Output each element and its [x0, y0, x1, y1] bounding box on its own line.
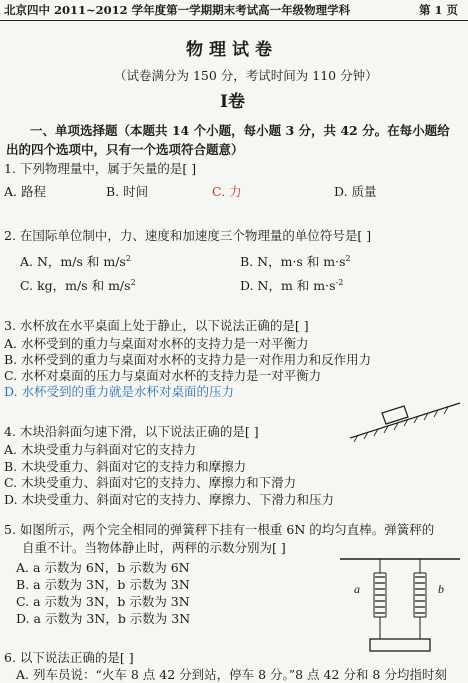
q3-option-a: A. 水杯受到的重力与桌面对水杯的支持力是一对平衡力	[4, 336, 309, 351]
q4-stem: 4. 木块沿斜面匀速下滑，以下说法正确的是[ ]	[4, 424, 259, 439]
page-number: 第 1 页	[418, 3, 458, 17]
exam-title: 物理试卷	[186, 40, 278, 60]
q1-option-c: C. 力	[212, 184, 242, 199]
exam-subtitle: （试卷满分为 150 分，考试时间为 110 分钟）	[114, 68, 378, 83]
page-header	[0, 0, 468, 21]
incline-figure	[350, 398, 465, 443]
header-title: 北京四中 2011~2012 学年度第一学期期末考试高一年级物理学科	[4, 3, 351, 17]
q4-option-b: B. 木块受重力、斜面对它的支持力和摩擦力	[4, 459, 247, 474]
q1-stem: 1. 下列物理量中，属于矢量的是[ ]	[4, 161, 197, 176]
q5-option-c: C. a 示数为 3N，b 示数为 3N	[16, 594, 190, 609]
q6-stem: 6. 以下说法正确的是[ ]	[4, 650, 134, 665]
q1-option-d: D. 质量	[334, 184, 377, 199]
q3-option-b: B. 水杯受到的重力与桌面对水杯的支持力是一对作用力和反作用力	[4, 352, 372, 367]
superscript: 2	[130, 277, 136, 287]
q6-option-a: A. 列车员说：“火车 8 点 42 分到站，停车 8 分。”8 点 42 分和 8 分均指时刻	[16, 667, 447, 682]
q3-stem: 3. 水杯放在水平桌面上处于静止，以下说法正确的是[ ]	[4, 318, 309, 333]
q2-option-a-text: A. N，m/s 和 m/s	[20, 254, 126, 269]
q2-option-c	[20, 278, 136, 294]
section-instructions-line2: 出的四个选项中，只有一个选项符合题意）	[6, 142, 244, 157]
q3-option-d: D. 水杯受到的重力就是水杯对桌面的压力	[4, 384, 235, 399]
q5-option-d: D. a 示数为 3N，b 示数为 3N	[16, 611, 191, 626]
q4-option-a: A. 木块受重力与斜面对它的支持力	[4, 442, 196, 457]
q2-stem: 2. 在国际单位制中，力、速度和加速度三个物理量的单位符号是[ ]	[4, 228, 372, 243]
superscript: 2	[125, 253, 131, 263]
spring-a	[374, 559, 386, 639]
spring-label-b: b	[438, 582, 444, 596]
q1-option-a: A. 路程	[4, 184, 46, 199]
section-instructions-line1: 一、单项选择题（本题共 14 个小题，每小题 3 分，共 42 分。在每小题给	[30, 123, 450, 138]
superscript: 2	[345, 253, 351, 263]
q5-option-b: B. a 示数为 3N，b 示数为 3N	[16, 577, 190, 592]
superscript: -2	[335, 277, 344, 287]
uniform-rod	[370, 639, 430, 651]
q2-option-d-text: D. N，m 和 m·s	[240, 278, 336, 293]
q2-option-b-text: B. N，m·s 和 m·s	[240, 254, 346, 269]
q3-option-c: C. 水杯对桌面的压力与桌面对水杯的支持力是一对平衡力	[4, 368, 322, 383]
q2-option-d	[240, 278, 343, 294]
spring-label-a: a	[354, 582, 360, 596]
q5-stem-line2: 自重不计。当物体静止时，两秤的示数分别为[ ]	[22, 540, 286, 555]
q5-option-a: A. a 示数为 6N，b 示数为 6N	[16, 560, 190, 575]
spring-b	[414, 559, 426, 639]
q2-option-a	[20, 254, 131, 270]
q2-option-c-text: C. kg，m/s 和 m/s	[20, 278, 131, 293]
q2-option-b	[240, 254, 351, 270]
spring-balance-figure	[340, 555, 460, 665]
q4-option-d: D. 木块受重力、斜面对它的支持力、摩擦力、下滑力和压力	[4, 492, 335, 507]
q1-option-b: B. 时间	[106, 184, 149, 199]
q5-stem-line1: 5. 如图所示，两个完全相同的弹簧秤下挂有一根重 6N 的均匀直棒。弹簧秤的	[4, 522, 435, 537]
q4-option-c: C. 木块受重力、斜面对它的支持力、摩擦力和下滑力	[4, 475, 297, 490]
part-label: Ⅰ卷	[220, 92, 245, 112]
